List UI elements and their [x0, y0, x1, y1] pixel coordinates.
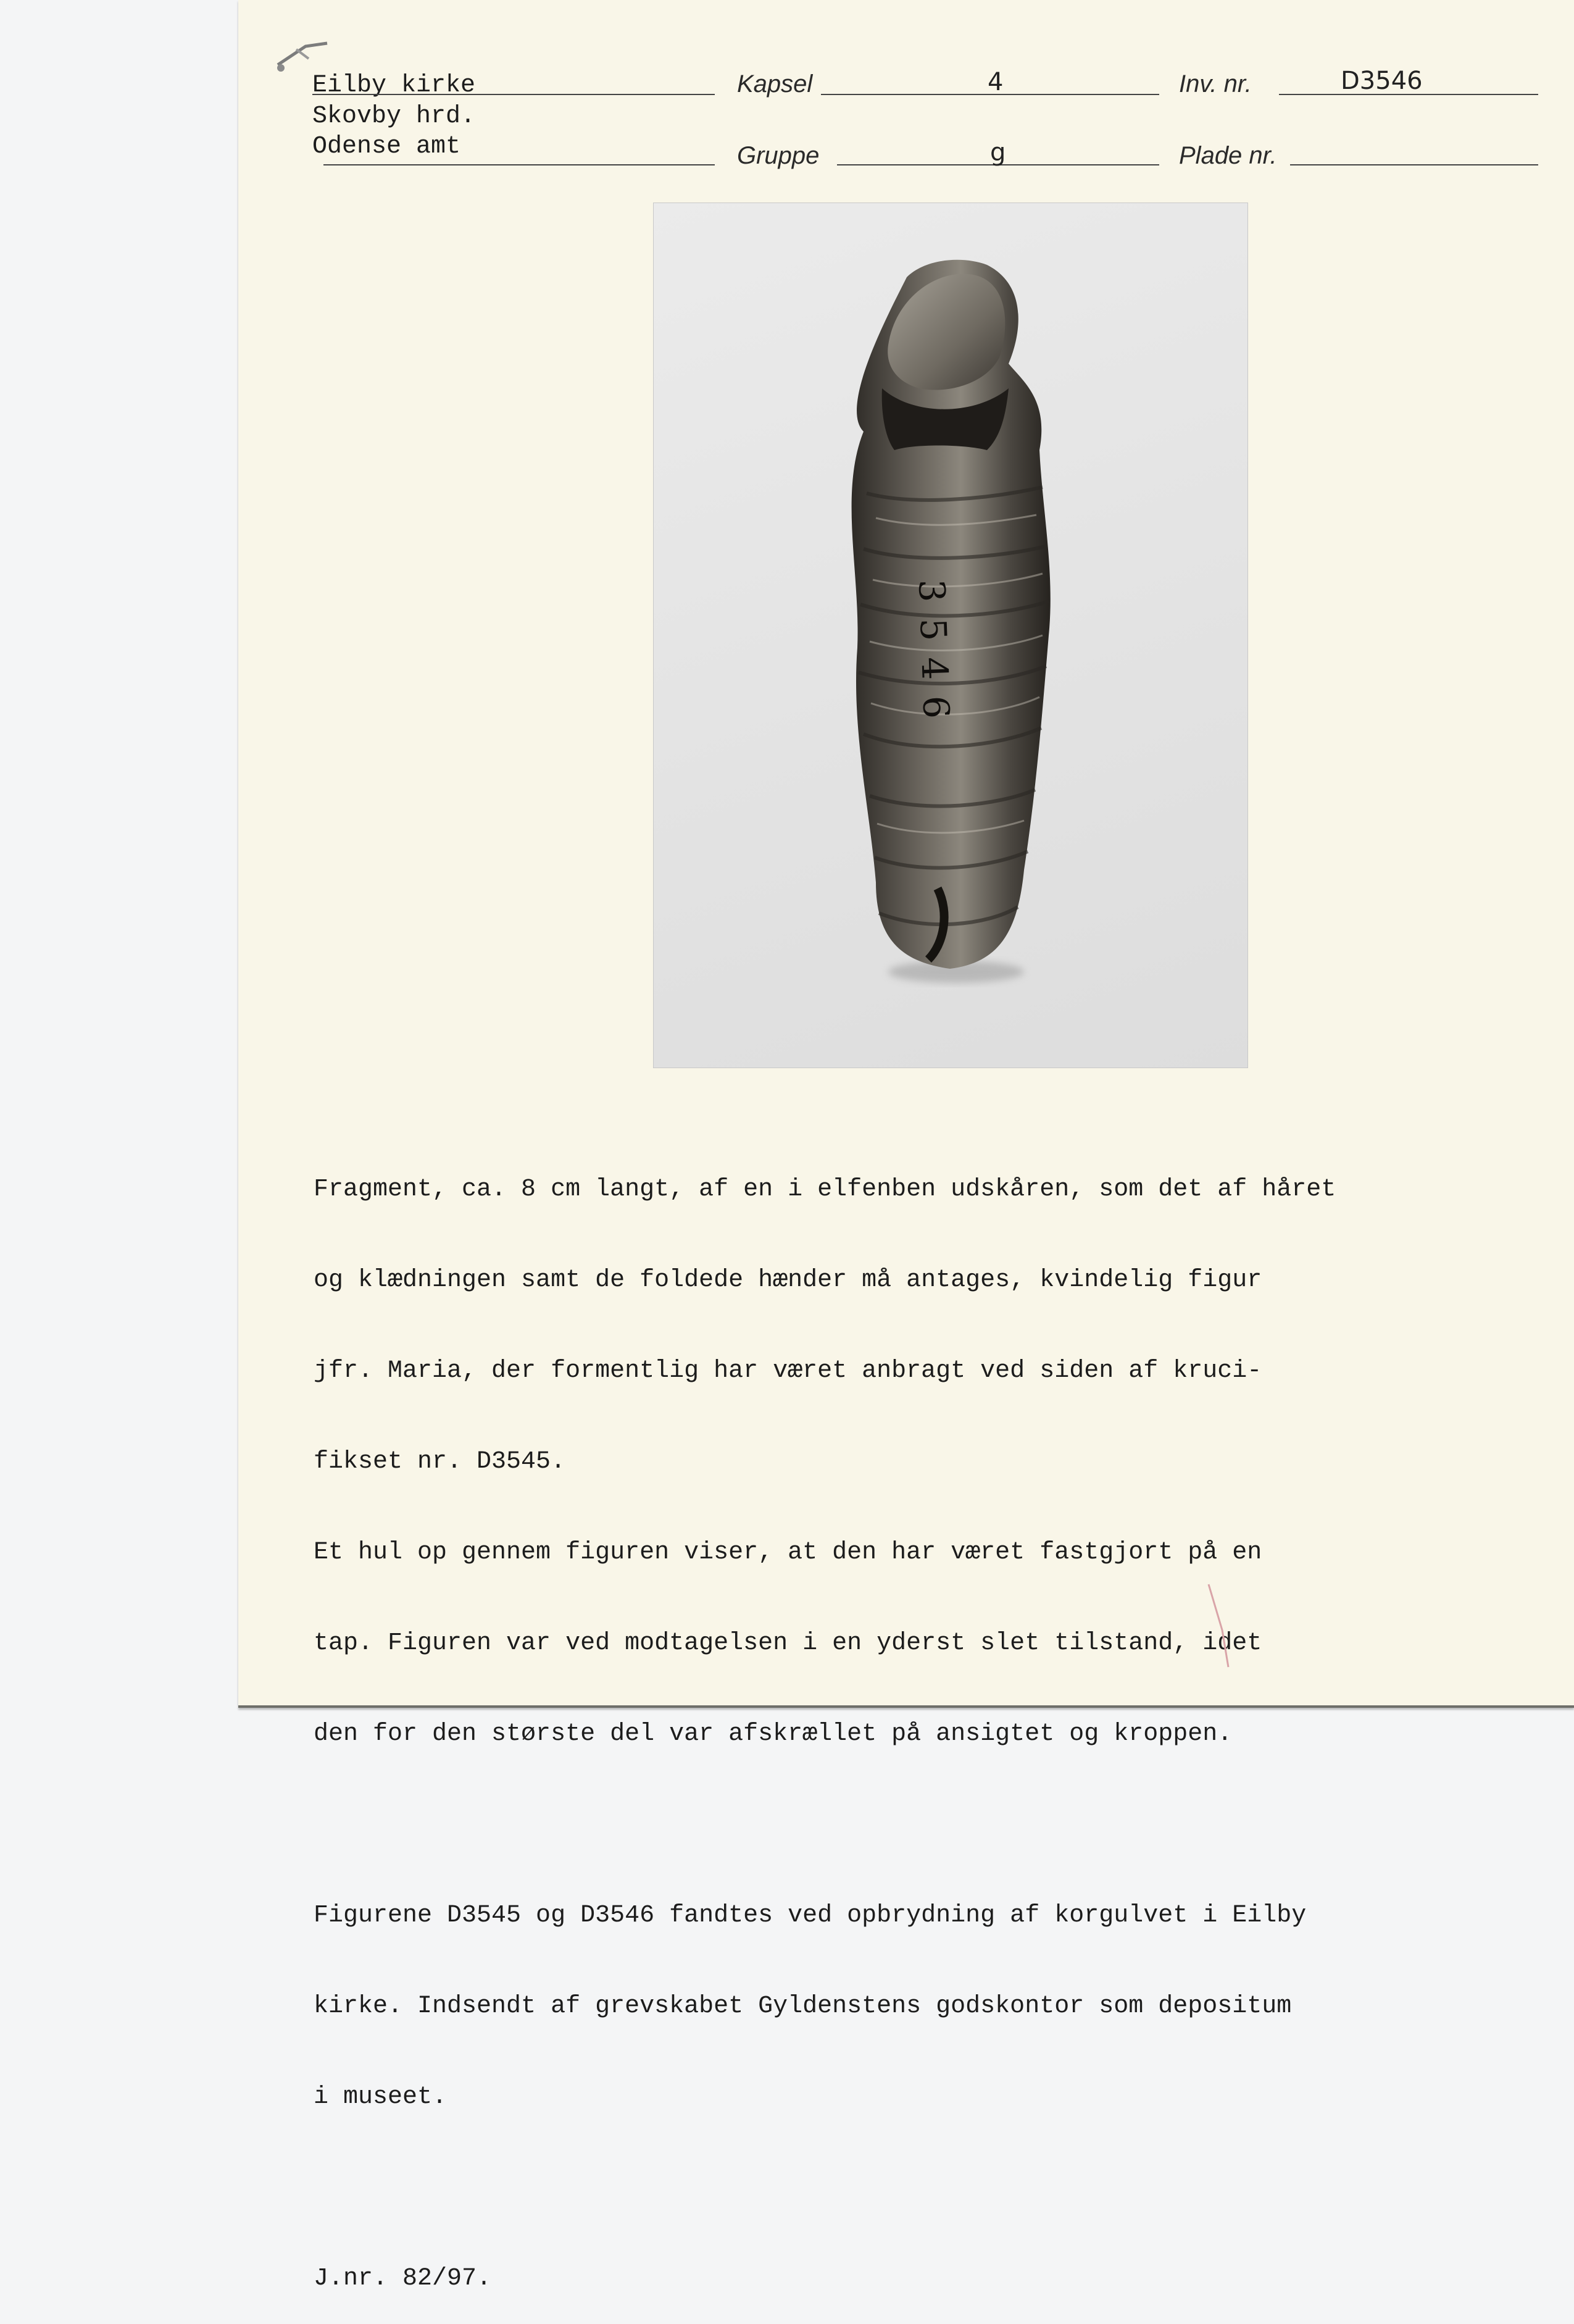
ivory-figure-image: [654, 203, 1247, 1068]
gruppe-value: g: [990, 138, 1006, 167]
plade-nr-label: Plade nr.: [1179, 142, 1277, 169]
body-line: Figurene D3545 og D3546 fandtes ved opbrydning af korgulvet i Eilby: [314, 1902, 1307, 1929]
artifact-photo: [653, 203, 1248, 1068]
inv-nr-value: D3546: [1341, 67, 1423, 95]
kapsel-label: Kapsel: [737, 70, 813, 98]
plade-nr-underline: [1290, 164, 1538, 165]
location-underline-1: [312, 94, 715, 95]
body-line: den for den største del var afskrællet på ansigtet og kroppen.: [314, 1720, 1233, 1748]
body-line: jfr. Maria, der formentlig har været anbragt ved siden af kruci-: [314, 1357, 1262, 1385]
body-line: [314, 2173, 1336, 2203]
body-line: [314, 1810, 1336, 1840]
gruppe-label: Gruppe: [737, 142, 820, 169]
body-line: Fragment, ca. 8 cm langt, af en i elfenben udskåren, som det af håret: [314, 1176, 1336, 1203]
inscription-number: 3546: [910, 579, 958, 735]
pencil-mark: [1204, 1581, 1241, 1673]
description-text: [314, 1114, 1336, 2324]
body-line: J.nr. 82/97.: [314, 2265, 492, 2293]
body-line: i museet.: [314, 2083, 448, 2111]
body-line: Et hul op gennem figuren viser, at den har været fastgjort på en: [314, 1539, 1262, 1566]
location-line-3: Odense amt: [312, 133, 461, 161]
location-line-2: Skovby hrd.: [312, 102, 476, 130]
body-line: tap. Figuren var ved modtagelsen i en yderst slet tilstand, idet: [314, 1629, 1262, 1657]
inv-nr-label: Inv. nr.: [1179, 70, 1252, 98]
location-line-1: Eilby kirke: [312, 72, 476, 99]
location-underline-2: [323, 164, 715, 165]
body-line: fikset nr. D3545.: [314, 1448, 566, 1476]
body-line: kirke. Indsendt af grevskabet Gyldenstens godskontor som depositum: [314, 1992, 1292, 2020]
kapsel-value: 4: [988, 68, 1004, 96]
body-line: og klædningen samt de foldede hænder må antages, kvindelig figur: [314, 1266, 1262, 1294]
